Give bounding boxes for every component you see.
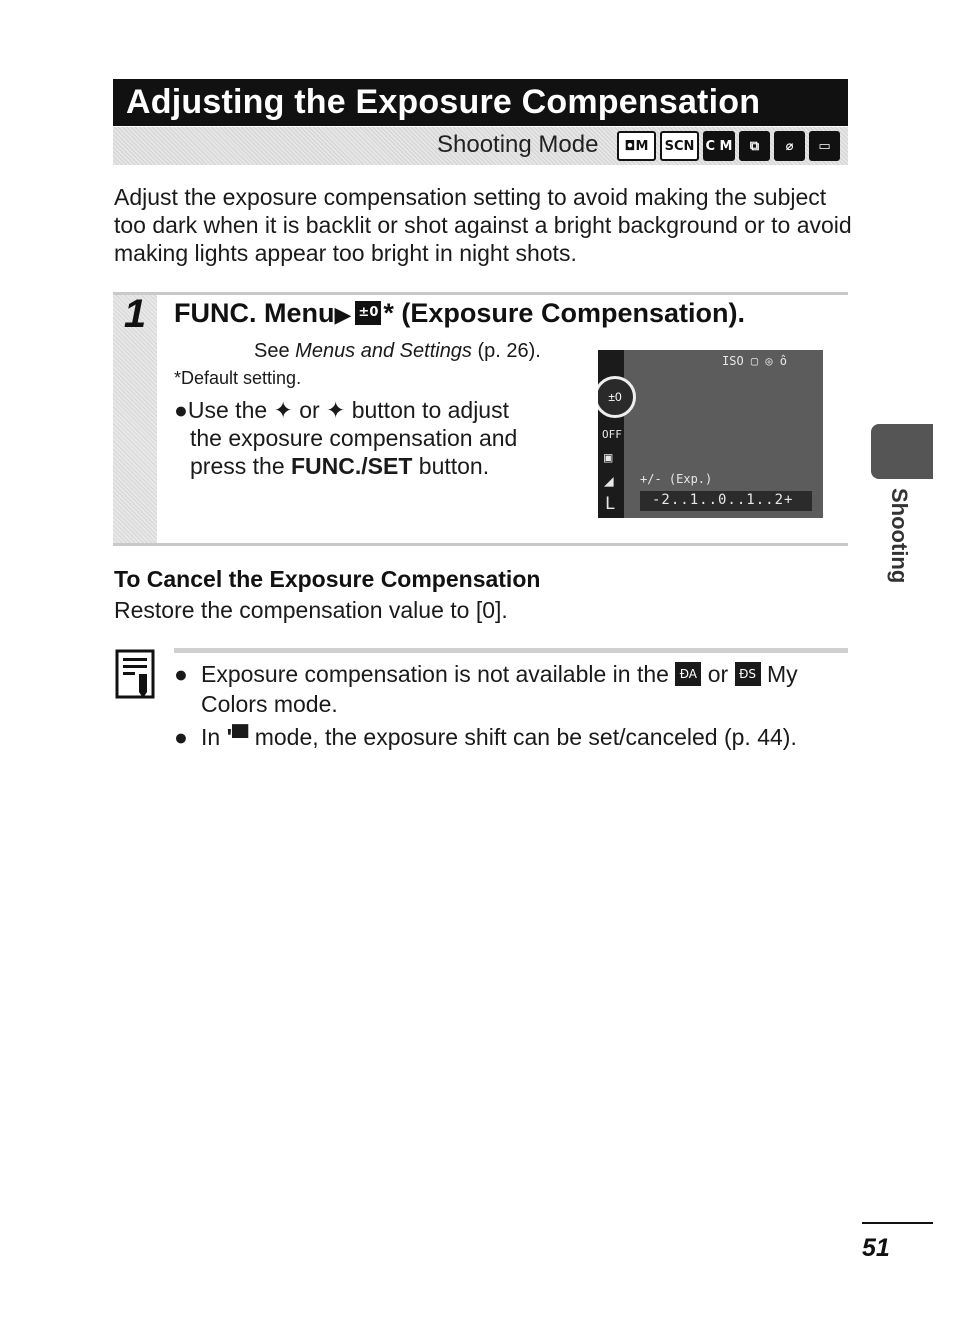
step-divider-top <box>113 292 848 295</box>
see-reference <box>254 340 541 363</box>
section-tab <box>871 424 933 479</box>
stitch-assist-icon: ⧉ <box>739 131 770 161</box>
note-text-continued: Colors mode. <box>201 690 338 717</box>
step-divider-bottom <box>113 543 848 546</box>
note-text: In <box>201 724 221 750</box>
shooting-mode-label: Shooting Mode <box>437 131 599 158</box>
movie-mode-icon: '▀ <box>226 724 249 750</box>
special-scene-icon: ⌀ <box>774 131 805 161</box>
my-colors-a-icon: ĐA <box>675 662 701 686</box>
step-heading-prefix: FUNC. Menu <box>174 298 335 328</box>
instruction-line-2: the exposure compensation and <box>190 425 518 451</box>
instruction-line-1: ●Use the ✦ or ✦ button to adjust <box>174 397 509 423</box>
arrow-right-icon: ▶ <box>334 302 352 327</box>
memo-icon <box>114 648 158 702</box>
lcd-scale: -2..1..0..1..2+ <box>652 492 794 508</box>
func-set-label: FUNC./SET <box>291 453 413 479</box>
lcd-metering-icon: ▣ <box>604 450 613 466</box>
step-instruction <box>174 396 584 480</box>
lcd-off-icon: OFF <box>602 428 622 441</box>
step-number: 1 <box>123 292 147 336</box>
cancel-heading: To Cancel the Exposure Compensation <box>114 566 541 592</box>
cancel-body: Restore the compensation value to [0]. <box>114 597 508 623</box>
step-heading-suffix: * (Exposure Compensation). <box>383 298 745 328</box>
note-text: mode, the exposure shift can be set/canceled (p. 44). <box>254 724 797 750</box>
lcd-selected-exposure-icon: ±0 <box>598 376 636 418</box>
page-number: 51 <box>862 1234 890 1262</box>
instruction-text: button. <box>412 453 490 479</box>
camera-lcd-screenshot <box>598 350 823 518</box>
my-colors-s-icon: ĐS <box>735 662 761 686</box>
note-item <box>174 723 854 751</box>
instruction-text: press the <box>190 453 291 479</box>
scn-mode-icon: SCN <box>660 131 699 161</box>
exposure-compensation-icon: ±0 <box>355 301 381 325</box>
intro-paragraph: Adjust the exposure compensation setting to avoid making the subject too dark when it is backlit or shot against a bright background or to avoid making lights appear too bright in night shots. <box>114 184 852 266</box>
step-heading <box>174 298 745 329</box>
lcd-exp-label: +/- (Exp.) <box>640 472 713 486</box>
see-italic: Menus and Settings <box>295 340 472 362</box>
page-number-rule <box>862 1222 933 1224</box>
section-tab-label: Shooting <box>887 488 912 584</box>
default-setting-note: *Default setting. <box>174 368 302 388</box>
note-text: My <box>766 661 798 687</box>
bullet-icon: ● <box>174 724 188 750</box>
lcd-status-icons: ISO ▢ ◎ ô <box>722 354 788 368</box>
cm-mode-icon: C M <box>703 131 735 161</box>
bullet-icon: ● <box>174 661 188 687</box>
movie-mode-icon: ▭ <box>809 131 840 161</box>
instruction-line-3 <box>174 452 584 480</box>
see-suffix: (p. 26). <box>471 340 541 362</box>
notes-divider <box>174 648 848 653</box>
see-prefix: See <box>254 340 296 362</box>
note-text: Exposure compensation is not available in the <box>201 661 669 687</box>
page-title: Adjusting the Exposure Compensation <box>126 83 761 121</box>
note-item <box>174 660 854 718</box>
lcd-size-icon: L <box>605 494 616 514</box>
lcd-quality-icon: ◢ <box>604 471 614 490</box>
note-text: or <box>707 661 729 687</box>
camera-m-mode-icon: ◘M <box>617 131 656 161</box>
